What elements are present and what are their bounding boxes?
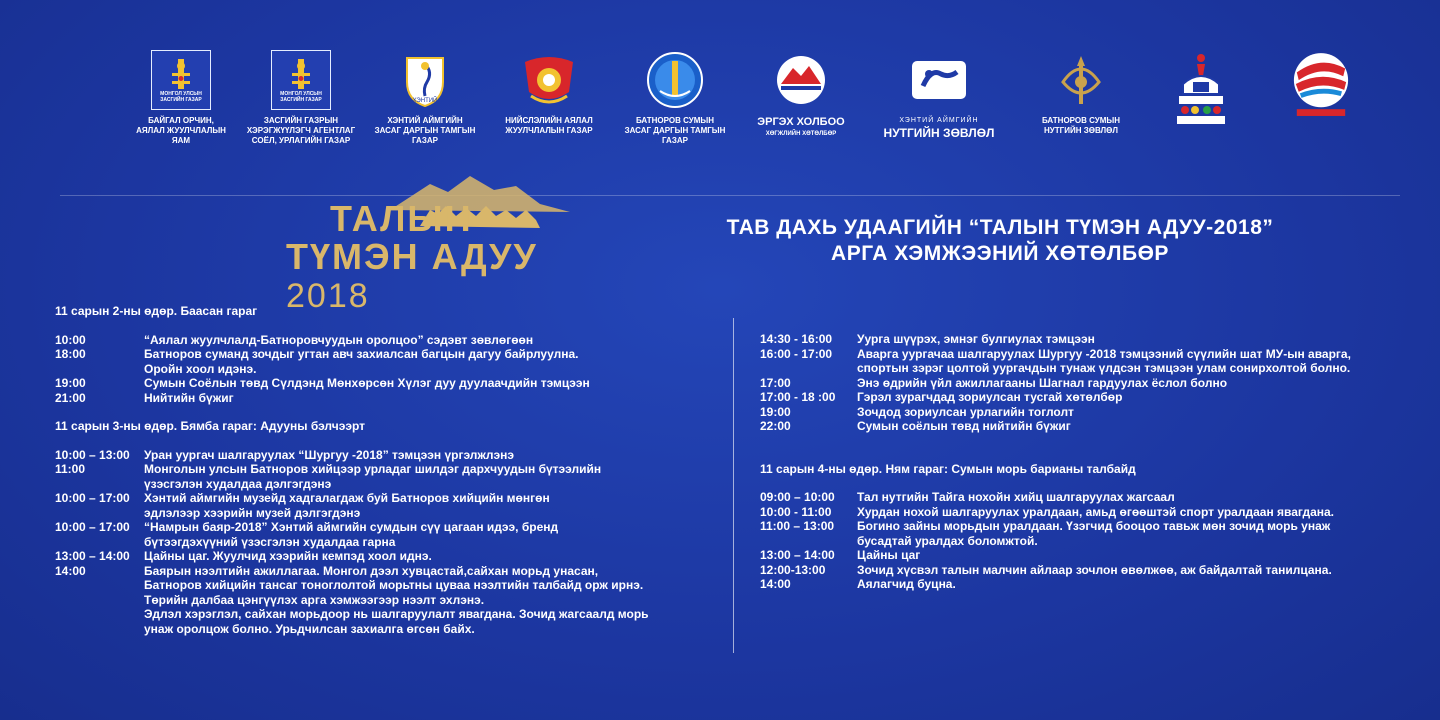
schedule-row: 10:00 – 17:00 Хэнтий аймгийн музейд хадгалагдаж буй Батноров хийцийн мөнгөн эдлэлээр хээрийн музей дэлгэгдэнэ: [55, 491, 550, 520]
svg-text:ХЭНТИЙ: ХЭНТИЙ: [412, 98, 438, 104]
logo-culture-agency: [236, 50, 366, 146]
batnorov-council-emblem-icon: [1051, 50, 1111, 110]
logo-caption: БАТНОРОВ СУМЫН ЗАСАГ ДАРГЫН ТАМГЫН ГАЗАР: [624, 116, 726, 145]
capital-city-emblem-icon: [519, 50, 579, 110]
mongolian-soyombo-emblem-icon: МОНГОЛ УЛСЫН ЗАСГИЙН ГАЗАР: [271, 50, 331, 110]
logo-khentii-council: [874, 50, 1004, 140]
partner-logos-bar: [60, 0, 1400, 196]
schedule-row: 10:00 – 17:00 “Намрын баяр-2018” Хэнтий аймгийн сумдын сүү цагаан идээ, бренд бүтээгдэхүүний үзэсгэлэн худалдаа гарна: [55, 520, 559, 549]
logo-caption: ХӨГЖЛИЙН ХӨТӨЛБӨР: [765, 131, 837, 137]
schedule-row: 13:00 – 14:00 Цайны цаг: [760, 548, 921, 562]
schedule-row: 19:00 Сумын Соёлын төвд Сүлдэнд Мөнхөрсөн Хүлэг дуу дуулаачдийн тэмцээн: [55, 376, 590, 390]
logo-caption: БАЙГАЛ ОРЧИН, АЯЛАЛ ЖУУЛЧЛАЛЫН ЯАМ: [136, 116, 226, 145]
batnorov-soum-round-emblem-icon: [645, 50, 705, 110]
event-year: 2018: [286, 277, 370, 315]
schedule-row: 09:00 – 10:00 Тал нутгийн Тайга нохойн хийц шалгаруулах жагсаал: [760, 490, 1175, 504]
logo-mobi-kharchaa: [1256, 50, 1386, 120]
logo-ministry-tourism: [116, 50, 246, 146]
schedule-row: 19:00 Зочдод зориулсан урлагийн тоглолт: [760, 404, 1074, 419]
schedule-row: 14:00 Баярын нээлтийн ажиллагаа. Монгол дээл хувцастай,сайхан морьд унасан, Батноров хийцийн тансаг тоноглолтой морьтны цуваа нээлтийн талбайд орж ирнэ. Төрийн далбаа цэнгүүлэх арга хэмжээгээр нээлт эхлэнэ. Эдлэл хэрэглэл, сайхан морьдоор нь шалгаруулалт явагдана. Зочид жагсаалд морь унаж оролцож болно. Урьдчилсан захиалга өгсөн байх.: [55, 563, 649, 636]
schedule-row: 11:00 – 13:00 Богино зайны морьдын уралдаан. Үзэгчид бооцоо тавьж мөн зочид морь унаж бусадтай уралдах боломжтой.: [760, 519, 1331, 548]
schedule-row: 10:00 – 13:00 Уран уургач шалгаруулах “Шургуу -2018” тэмцээн үргэлжлэнэ: [55, 447, 515, 462]
logo-stupa: [1136, 50, 1266, 130]
schedule-row: 10:00 “Аялал жуулчлалд-Батноровчуудын оролцоо” сэдэвт зөвлөгөөн: [55, 332, 534, 347]
headline-line1: ТАВ ДАХЬ УДААГИЙН “ТАЛЫН ТҮМЭН АДУУ-2018”: [726, 216, 1274, 239]
event-title-line1: ТАЛЫН: [330, 198, 473, 239]
stupa-emblem-icon: [1171, 50, 1231, 130]
schedule-row: 18:00 Батноров суманд зочдыг угтан авч захиалсан багцын дагуу байрлуулна. Оройн хоол идэнэ.: [55, 347, 579, 376]
mongolian-soyombo-emblem-icon: МОНГОЛ УЛСЫН ЗАСГИЙН ГАЗАР: [151, 50, 211, 110]
ergekh-kholboo-emblem-icon: [771, 50, 831, 110]
schedule-left-column: [55, 304, 725, 636]
logo-subtitle: ХЭНТИЙ АЙМГИЙН: [899, 117, 979, 124]
event-title-line2: ТҮМЭН АДУУ 2018: [286, 236, 538, 315]
logo-khentii-governor: [360, 50, 490, 146]
schedule-row: 12:00-13:00 Зочид хүсвэл талын малчин айлаар зочлон өвөлжөө, аж байдалтай танилцана.: [760, 562, 1332, 577]
schedule-row: 11:00 Монголын улсын Батноров хийцээр урладаг шилдэг дархчуудын бүтээлийн үзэсгэлэн худалдаа дэлгэгдэнэ: [55, 462, 602, 491]
khentii-shield-emblem-icon: [395, 50, 455, 110]
program-headline: [640, 215, 1360, 267]
logo-caption: БАТНОРОВ СУМЫН НУТГИЙН ЗӨВЛӨЛ: [1041, 116, 1121, 135]
schedule-row: 13:00 – 14:00 Цайны цаг. Жуулчид хээрийн кемпэд хоол иднэ.: [55, 549, 432, 563]
logo-caption: НУТГИЙН ЗӨВЛӨЛ: [883, 126, 995, 140]
schedule-row: 10:00 - 11:00 Хурдан нохой шалгаруулах уралдаан, амьд өгөөштэй спорт уралдаан явагдана.: [760, 504, 1335, 519]
logo-batnorov-council: [1016, 50, 1146, 136]
schedule-row: 14:30 - 16:00 Уурга шүүрэх, эмнэг булгиулах тэмцээн: [760, 332, 1095, 346]
logo-ergekh-kholboo: [736, 50, 866, 139]
schedule-row: 16:00 - 17:00 Аварга уургачаа шалгаруулах Шургуу -2018 тэмцээний сүүлийн шат МУ-ын аварга, спортын зэрэг цолтой уургачдын тунаж үлдсэн тэмцээн улам сонирхолтой болно.: [760, 346, 1351, 375]
day-heading: 11 сарын 3-ны өдөр. Бямба гараг: Адууны бэлчээрт: [55, 419, 366, 433]
logo-caption: НИЙСЛЭЛИЙН АЯЛАЛ ЖУУЛЧЛАЛЫН ГАЗАР: [505, 116, 593, 135]
logo-capital-tourism: [484, 50, 614, 136]
logo-caption: ЗАСГИЙН ГАЗРЫН ХЭРЭГЖҮҮЛЭГЧ АГЕНТЛАГ СОЁЛ, УРЛАГИЙН ГАЗАР: [246, 116, 356, 145]
headline-line2: АРГА ХЭМЖЭЭНИЙ ХӨТӨЛБӨР: [831, 242, 1169, 265]
schedule-row: 17:00 - 18 :00 Гэрэл зурагчдад зориулсан тусгай хөтөлбөр: [760, 390, 1123, 404]
khentii-council-emblem-icon: [909, 50, 969, 110]
schedule-right-column: [760, 332, 1410, 592]
logo-caption: ХЭНТИЙ АЙМГИЙН ЗАСАГ ДАРГЫН ТАМГЫН ГАЗАР: [374, 116, 476, 145]
column-divider: [733, 318, 734, 653]
mobi-kharchaa-emblem-icon: [1291, 50, 1351, 120]
day-heading: 11 сарын 2-ны өдөр. Баасан гараг: [55, 304, 258, 318]
logo-batnorov-governor: [610, 50, 740, 146]
schedule-row: 14:00 Аялагчид буцна.: [760, 577, 956, 591]
logo-title: ЭРГЭХ ХОЛБОО: [757, 116, 845, 128]
schedule-row: 17:00 Энэ өдрийн үйл ажиллагааны Шагнал гардуулах ёслол болно: [760, 375, 1228, 390]
day-heading: 11 сарын 4-ны өдөр. Ням гараг: Сумын морь барианы талбайд: [760, 461, 1136, 476]
schedule-row: 21:00 Нийтийн бүжиг: [55, 390, 234, 405]
schedule-row: 22:00 Сумын соёлын төвд нийтийн бүжиг: [760, 419, 1071, 433]
event-logo: [280, 170, 610, 315]
